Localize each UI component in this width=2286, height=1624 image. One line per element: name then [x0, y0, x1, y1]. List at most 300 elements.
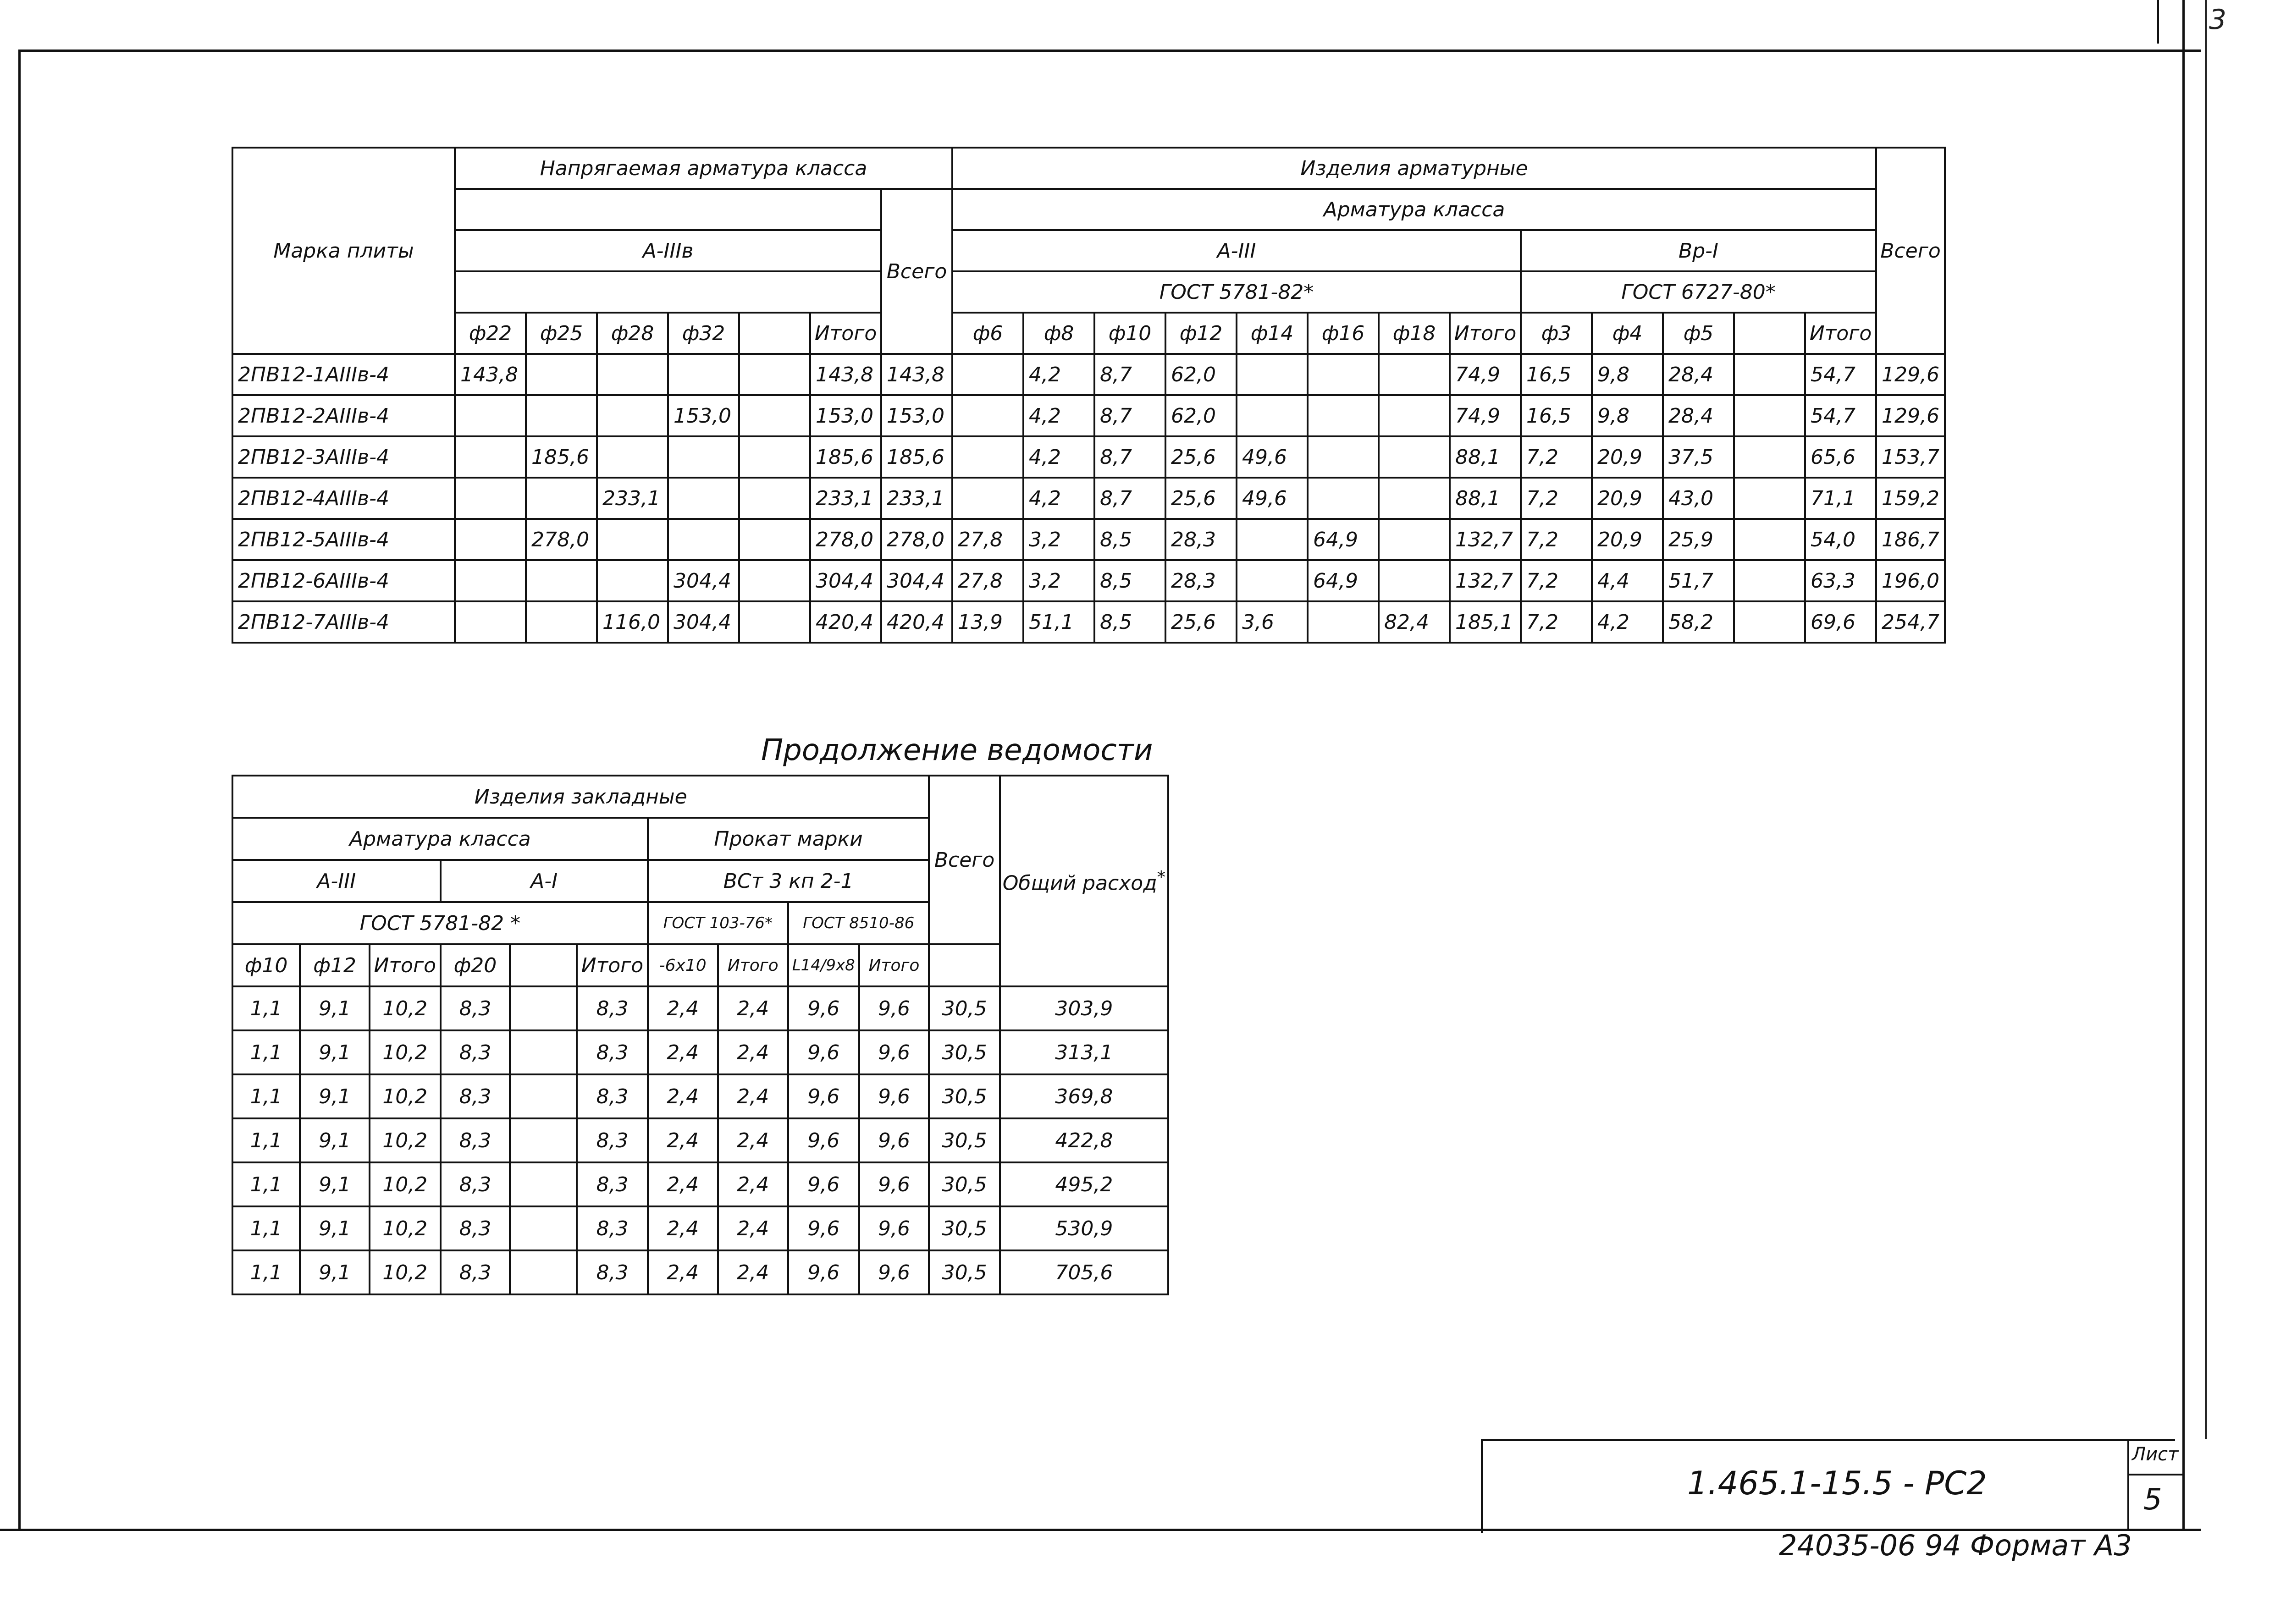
- table-cell: 1,1: [232, 986, 300, 1030]
- table-cell: 2,4: [648, 1118, 718, 1162]
- table-cell: 9,1: [300, 986, 370, 1030]
- frame-top-line: [18, 50, 2201, 52]
- table-row: [232, 395, 1945, 436]
- table-cell: 1,1: [232, 1118, 300, 1162]
- table-cell: 185,6: [810, 436, 881, 478]
- table-cell: [739, 395, 810, 436]
- diam-vr1: ф5: [1663, 313, 1734, 354]
- table-cell: [526, 601, 597, 643]
- table-cell: [510, 1250, 577, 1294]
- table-cell: 2,4: [648, 1250, 718, 1294]
- diam-a3: ф6: [952, 313, 1023, 354]
- table-cell: [526, 354, 597, 395]
- table-cell: 30,5: [929, 1162, 999, 1206]
- table-cell: 54,0: [1805, 519, 1876, 560]
- diam-prestressed: ф25: [526, 313, 597, 354]
- table-cell: 13,9: [952, 601, 1023, 643]
- header-prestressed-class-row: [455, 189, 881, 230]
- header-overall: [1000, 776, 1168, 986]
- table-cell: 58,2: [1663, 601, 1734, 643]
- diam-prestressed: Итого: [810, 313, 881, 354]
- table-cell: 116,0: [597, 601, 668, 643]
- table-row: [232, 1030, 1168, 1074]
- table-row: [232, 519, 1945, 560]
- table-cell: [597, 354, 668, 395]
- overall-mark: *: [1157, 867, 1165, 887]
- table-cell: 9,1: [300, 1030, 370, 1074]
- table-cell: 8,3: [441, 1030, 510, 1074]
- diam-prestressed: [739, 313, 810, 354]
- row-mark: 2ПВ12-7АIIIв-4: [232, 601, 455, 643]
- header-grand-total: Всего: [1876, 148, 1945, 354]
- table-cell: 8,3: [577, 1162, 648, 1206]
- table-cell: [952, 354, 1023, 395]
- table-cell: 4,2: [1023, 395, 1094, 436]
- header-steel-grade: ВСт 3 кп 2-1: [648, 860, 929, 902]
- header-gost-vr1: ГОСТ 6727-80*: [1521, 271, 1876, 313]
- diam-prestressed: ф22: [455, 313, 526, 354]
- table-cell: 530,9: [1000, 1206, 1168, 1250]
- table-cell: [739, 478, 810, 519]
- table-cell: 8,3: [441, 1162, 510, 1206]
- diam-a3: ф14: [1237, 313, 1308, 354]
- table-cell: 82,4: [1379, 601, 1450, 643]
- table-cell: 64,9: [1308, 560, 1379, 601]
- table-cell: 63,3: [1805, 560, 1876, 601]
- table-cell: 278,0: [526, 519, 597, 560]
- table-row: [232, 1074, 1168, 1118]
- corner-number: 3: [2209, 4, 2226, 36]
- table-cell: [739, 560, 810, 601]
- table-cell: 278,0: [881, 519, 952, 560]
- header-rolled-grade: Прокат марки: [648, 818, 929, 860]
- table-cell: 9,1: [300, 1118, 370, 1162]
- table-cell: [1734, 560, 1805, 601]
- table-cell: 25,6: [1165, 436, 1237, 478]
- diam-a3: ф12: [1165, 313, 1237, 354]
- table-row: [232, 478, 1945, 519]
- second-col-header: ф12: [300, 944, 370, 986]
- table-cell: 495,2: [1000, 1162, 1168, 1206]
- table-cell: 9,6: [788, 1030, 859, 1074]
- table-cell: [510, 1030, 577, 1074]
- table-cell: 9,6: [788, 986, 859, 1030]
- table-cell: [1734, 354, 1805, 395]
- diam-prestressed: ф28: [597, 313, 668, 354]
- table-cell: 3,2: [1023, 519, 1094, 560]
- table-cell: 2,4: [718, 1118, 788, 1162]
- table-cell: 143,8: [810, 354, 881, 395]
- table-cell: 43,0: [1663, 478, 1734, 519]
- table-cell: 2,4: [718, 1206, 788, 1250]
- table-cell: 10,2: [370, 1074, 441, 1118]
- table-cell: 159,2: [1876, 478, 1945, 519]
- second-col-header: -6х10: [648, 944, 718, 986]
- table-cell: 88,1: [1450, 436, 1521, 478]
- table-cell: 30,5: [929, 1118, 999, 1162]
- table-cell: 185,6: [881, 436, 952, 478]
- table-row: [232, 601, 1945, 643]
- table-cell: [455, 560, 526, 601]
- table-cell: 278,0: [810, 519, 881, 560]
- table-cell: 28,3: [1165, 560, 1237, 601]
- table-cell: [455, 395, 526, 436]
- table-cell: [1734, 436, 1805, 478]
- document-code: 1.465.1-15.5 - РС2: [1687, 1464, 1987, 1502]
- table-cell: 196,0: [1876, 560, 1945, 601]
- table-cell: 4,2: [1023, 478, 1094, 519]
- table-cell: 2,4: [648, 1074, 718, 1118]
- table-cell: 153,7: [1876, 436, 1945, 478]
- table-cell: 54,7: [1805, 395, 1876, 436]
- table-cell: [1734, 519, 1805, 560]
- diam-vr1: ф3: [1521, 313, 1592, 354]
- table-cell: [1308, 354, 1379, 395]
- table-cell: 10,2: [370, 986, 441, 1030]
- table-cell: 1,1: [232, 1250, 300, 1294]
- table-cell: 74,9: [1450, 354, 1521, 395]
- table-cell: 8,7: [1094, 395, 1165, 436]
- table-cell: [1308, 478, 1379, 519]
- table-cell: 28,4: [1663, 354, 1734, 395]
- row-mark: 2ПВ12-4АIIIв-4: [232, 478, 455, 519]
- table-cell: 2,4: [648, 1162, 718, 1206]
- table-cell: 1,1: [232, 1206, 300, 1250]
- table-cell: 8,5: [1094, 601, 1165, 643]
- table-cell: 186,7: [1876, 519, 1945, 560]
- second-col-header-blank: [929, 944, 999, 986]
- header-second-class-a3: А-III: [232, 860, 441, 902]
- table-cell: 304,4: [881, 560, 952, 601]
- table-cell: [526, 395, 597, 436]
- table-cell: 51,1: [1023, 601, 1094, 643]
- header-gost-8510: ГОСТ 8510-86: [788, 902, 929, 944]
- second-col-header: Итого: [370, 944, 441, 986]
- diam-vr1: ф4: [1592, 313, 1663, 354]
- table-cell: 129,6: [1876, 395, 1945, 436]
- second-col-header: Итого: [859, 944, 929, 986]
- table-cell: [1379, 436, 1450, 478]
- table-cell: [668, 354, 739, 395]
- table-cell: 25,6: [1165, 601, 1237, 643]
- table-cell: 30,5: [929, 1206, 999, 1250]
- table-cell: 9,1: [300, 1250, 370, 1294]
- diam-a3: ф18: [1379, 313, 1450, 354]
- table-cell: 8,5: [1094, 519, 1165, 560]
- table-cell: [597, 436, 668, 478]
- table-cell: 8,7: [1094, 478, 1165, 519]
- table-cell: 8,3: [441, 1074, 510, 1118]
- table-cell: 8,3: [441, 1206, 510, 1250]
- diam-a3: Итого: [1450, 313, 1521, 354]
- table-cell: 2,4: [718, 1250, 788, 1294]
- table-cell: 2,4: [648, 1030, 718, 1074]
- table-cell: 129,6: [1876, 354, 1945, 395]
- table-cell: 143,8: [881, 354, 952, 395]
- table-cell: 9,8: [1592, 395, 1663, 436]
- frame-right-line: [2182, 0, 2185, 1531]
- table-cell: 8,3: [441, 1250, 510, 1294]
- table-cell: 28,4: [1663, 395, 1734, 436]
- table-cell: 369,8: [1000, 1074, 1168, 1118]
- sheet-label: Лист: [2132, 1444, 2179, 1465]
- table-cell: [1734, 601, 1805, 643]
- diam-a3: ф16: [1308, 313, 1379, 354]
- table-cell: 7,2: [1521, 519, 1592, 560]
- table-cell: 71,1: [1805, 478, 1876, 519]
- table-cell: [1379, 354, 1450, 395]
- row-mark: 2ПВ12-6АIIIв-4: [232, 560, 455, 601]
- diam-prestressed: ф32: [668, 313, 739, 354]
- table-cell: 422,8: [1000, 1118, 1168, 1162]
- table-cell: 1,1: [232, 1074, 300, 1118]
- table-cell: 8,3: [441, 1118, 510, 1162]
- table-cell: [739, 601, 810, 643]
- second-table-body: [232, 986, 1168, 1294]
- table-cell: 20,9: [1592, 519, 1663, 560]
- table-cell: 420,4: [810, 601, 881, 643]
- table-cell: 30,5: [929, 1074, 999, 1118]
- table-cell: 9,6: [788, 1250, 859, 1294]
- table-cell: 27,8: [952, 519, 1023, 560]
- table-cell: 9,6: [788, 1162, 859, 1206]
- table-cell: 153,0: [810, 395, 881, 436]
- table-row: [232, 560, 1945, 601]
- table-cell: 233,1: [881, 478, 952, 519]
- table-cell: 8,3: [441, 986, 510, 1030]
- table-cell: 74,9: [1450, 395, 1521, 436]
- overall-label: Общий расход: [1002, 871, 1157, 895]
- table-cell: 10,2: [370, 1250, 441, 1294]
- table-cell: 25,6: [1165, 478, 1237, 519]
- diam-vr1: Итого: [1805, 313, 1876, 354]
- table-cell: 7,2: [1521, 478, 1592, 519]
- table-cell: 4,2: [1592, 601, 1663, 643]
- table-cell: 233,1: [597, 478, 668, 519]
- table-cell: 62,0: [1165, 354, 1237, 395]
- table-cell: 20,9: [1592, 436, 1663, 478]
- table-cell: 8,7: [1094, 436, 1165, 478]
- table-cell: 9,1: [300, 1074, 370, 1118]
- table-cell: 10,2: [370, 1206, 441, 1250]
- table-cell: 420,4: [881, 601, 952, 643]
- table-cell: [455, 519, 526, 560]
- table-cell: 27,8: [952, 560, 1023, 601]
- header-second-total: Всего: [929, 776, 999, 944]
- table-cell: [739, 354, 810, 395]
- table-cell: 3,2: [1023, 560, 1094, 601]
- table-cell: [526, 560, 597, 601]
- table-cell: 3,6: [1237, 601, 1308, 643]
- row-mark: 2ПВ12-1АIIIв-4: [232, 354, 455, 395]
- table-cell: 8,5: [1094, 560, 1165, 601]
- header-gost-5781: ГОСТ 5781-82 *: [232, 902, 648, 944]
- table-cell: 16,5: [1521, 395, 1592, 436]
- row-mark: 2ПВ12-2АIIIв-4: [232, 395, 455, 436]
- table-cell: [668, 478, 739, 519]
- table-cell: 304,4: [668, 601, 739, 643]
- table-cell: 20,9: [1592, 478, 1663, 519]
- header-class-a3: А-III: [952, 230, 1521, 271]
- table-cell: [952, 395, 1023, 436]
- table-cell: 4,4: [1592, 560, 1663, 601]
- table-cell: 8,3: [577, 1118, 648, 1162]
- table-cell: 705,6: [1000, 1250, 1168, 1294]
- table-cell: 7,2: [1521, 560, 1592, 601]
- table-cell: 2,4: [648, 986, 718, 1030]
- table-cell: 49,6: [1237, 436, 1308, 478]
- table-cell: 65,6: [1805, 436, 1876, 478]
- header-prestressed: Напрягаемая арматура класса: [455, 148, 952, 189]
- table-cell: 9,8: [1592, 354, 1663, 395]
- table-cell: 153,0: [881, 395, 952, 436]
- table-cell: 303,9: [1000, 986, 1168, 1030]
- sheet-number: 5: [2143, 1483, 2162, 1517]
- main-table: [232, 147, 1946, 644]
- table-cell: 304,4: [668, 560, 739, 601]
- row-mark: 2ПВ12-3АIIIв-4: [232, 436, 455, 478]
- table-cell: 9,6: [859, 1030, 929, 1074]
- header-class-vr1: Вр-I: [1521, 230, 1876, 271]
- table-cell: [739, 519, 810, 560]
- table-cell: 233,1: [810, 478, 881, 519]
- continuation-caption: Продолжение ведомости: [761, 733, 1153, 767]
- table-cell: 28,3: [1165, 519, 1237, 560]
- sheet-box-divider: [2127, 1474, 2184, 1475]
- frame-right-outer-line: [2205, 0, 2207, 1439]
- second-col-header: ф20: [441, 944, 510, 986]
- second-col-header: [510, 944, 577, 986]
- table-cell: [952, 436, 1023, 478]
- main-table-body: [232, 354, 1945, 643]
- table-cell: 2,4: [718, 1074, 788, 1118]
- table-cell: [668, 519, 739, 560]
- table-cell: 9,6: [859, 1162, 929, 1206]
- table-cell: 7,2: [1521, 436, 1592, 478]
- table-cell: 54,7: [1805, 354, 1876, 395]
- table-cell: [597, 395, 668, 436]
- table-cell: [1237, 519, 1308, 560]
- table-cell: 88,1: [1450, 478, 1521, 519]
- diam-vr1: [1734, 313, 1805, 354]
- table-cell: [1308, 601, 1379, 643]
- table-cell: 132,7: [1450, 519, 1521, 560]
- table-cell: [510, 986, 577, 1030]
- table-cell: 10,2: [370, 1162, 441, 1206]
- table-cell: 2,4: [648, 1206, 718, 1250]
- header-gost-a3: ГОСТ 5781-82*: [952, 271, 1521, 313]
- table-cell: [739, 436, 810, 478]
- second-table-wrap: [232, 775, 1169, 1295]
- second-col-header: Итого: [718, 944, 788, 986]
- table-cell: [455, 436, 526, 478]
- header-embedded: Изделия закладные: [232, 776, 929, 818]
- table-cell: [455, 478, 526, 519]
- table-cell: 185,6: [526, 436, 597, 478]
- table-row: [232, 986, 1168, 1030]
- table-cell: 30,5: [929, 986, 999, 1030]
- header-gost-103: ГОСТ 103-76*: [648, 902, 788, 944]
- table-cell: [1379, 560, 1450, 601]
- table-cell: 1,1: [232, 1162, 300, 1206]
- table-cell: [952, 478, 1023, 519]
- table-cell: 153,0: [668, 395, 739, 436]
- table-cell: [1308, 395, 1379, 436]
- second-table: [232, 775, 1169, 1295]
- table-cell: [526, 478, 597, 519]
- table-cell: 9,6: [859, 1206, 929, 1250]
- table-cell: [1379, 478, 1450, 519]
- row-mark: 2ПВ12-5АIIIв-4: [232, 519, 455, 560]
- table-cell: 4,2: [1023, 354, 1094, 395]
- table-cell: [510, 1162, 577, 1206]
- table-cell: 9,6: [788, 1118, 859, 1162]
- table-cell: 132,7: [1450, 560, 1521, 601]
- table-row: [232, 1206, 1168, 1250]
- table-cell: [668, 436, 739, 478]
- table-cell: 69,6: [1805, 601, 1876, 643]
- table-cell: 8,3: [577, 1030, 648, 1074]
- table-cell: 2,4: [718, 1162, 788, 1206]
- header-prestressed-blank: [455, 271, 881, 313]
- table-cell: 51,7: [1663, 560, 1734, 601]
- table-cell: 9,1: [300, 1206, 370, 1250]
- table-cell: 10,2: [370, 1030, 441, 1074]
- table-cell: 8,3: [577, 1250, 648, 1294]
- table-cell: 9,6: [859, 1118, 929, 1162]
- table-cell: 8,3: [577, 1074, 648, 1118]
- table-cell: 8,7: [1094, 354, 1165, 395]
- table-cell: [455, 601, 526, 643]
- table-cell: 185,1: [1450, 601, 1521, 643]
- header-reinforcement-class: Арматура класса: [952, 189, 1876, 230]
- table-cell: 8,3: [577, 986, 648, 1030]
- header-second-class-a1: А-I: [441, 860, 648, 902]
- header-prestressed-total: Всего: [881, 189, 952, 354]
- table-cell: [1237, 560, 1308, 601]
- table-cell: 304,4: [810, 560, 881, 601]
- table-cell: [1734, 478, 1805, 519]
- second-col-header: Итого: [577, 944, 648, 986]
- table-cell: [510, 1118, 577, 1162]
- table-row: [232, 1162, 1168, 1206]
- table-cell: 30,5: [929, 1250, 999, 1294]
- table-cell: 9,6: [788, 1074, 859, 1118]
- table-cell: [510, 1074, 577, 1118]
- table-cell: 313,1: [1000, 1030, 1168, 1074]
- table-cell: 7,2: [1521, 601, 1592, 643]
- header-prestressed-class: А-IIIв: [455, 230, 881, 271]
- table-row: [232, 436, 1945, 478]
- table-cell: [1379, 395, 1450, 436]
- table-row: [232, 1250, 1168, 1294]
- format-text: 24035-06 94 Формат А3: [1779, 1529, 2132, 1562]
- table-cell: 2,4: [718, 986, 788, 1030]
- table-cell: 9,1: [300, 1162, 370, 1206]
- table-cell: [597, 519, 668, 560]
- table-cell: 2,4: [718, 1030, 788, 1074]
- table-cell: 64,9: [1308, 519, 1379, 560]
- table-cell: [597, 560, 668, 601]
- table-cell: [1379, 519, 1450, 560]
- table-cell: [510, 1206, 577, 1250]
- table-cell: 143,8: [455, 354, 526, 395]
- table-cell: 37,5: [1663, 436, 1734, 478]
- diam-a3: ф10: [1094, 313, 1165, 354]
- table-cell: 30,5: [929, 1030, 999, 1074]
- table-cell: [1237, 395, 1308, 436]
- header-products: Изделия арматурные: [952, 148, 1876, 189]
